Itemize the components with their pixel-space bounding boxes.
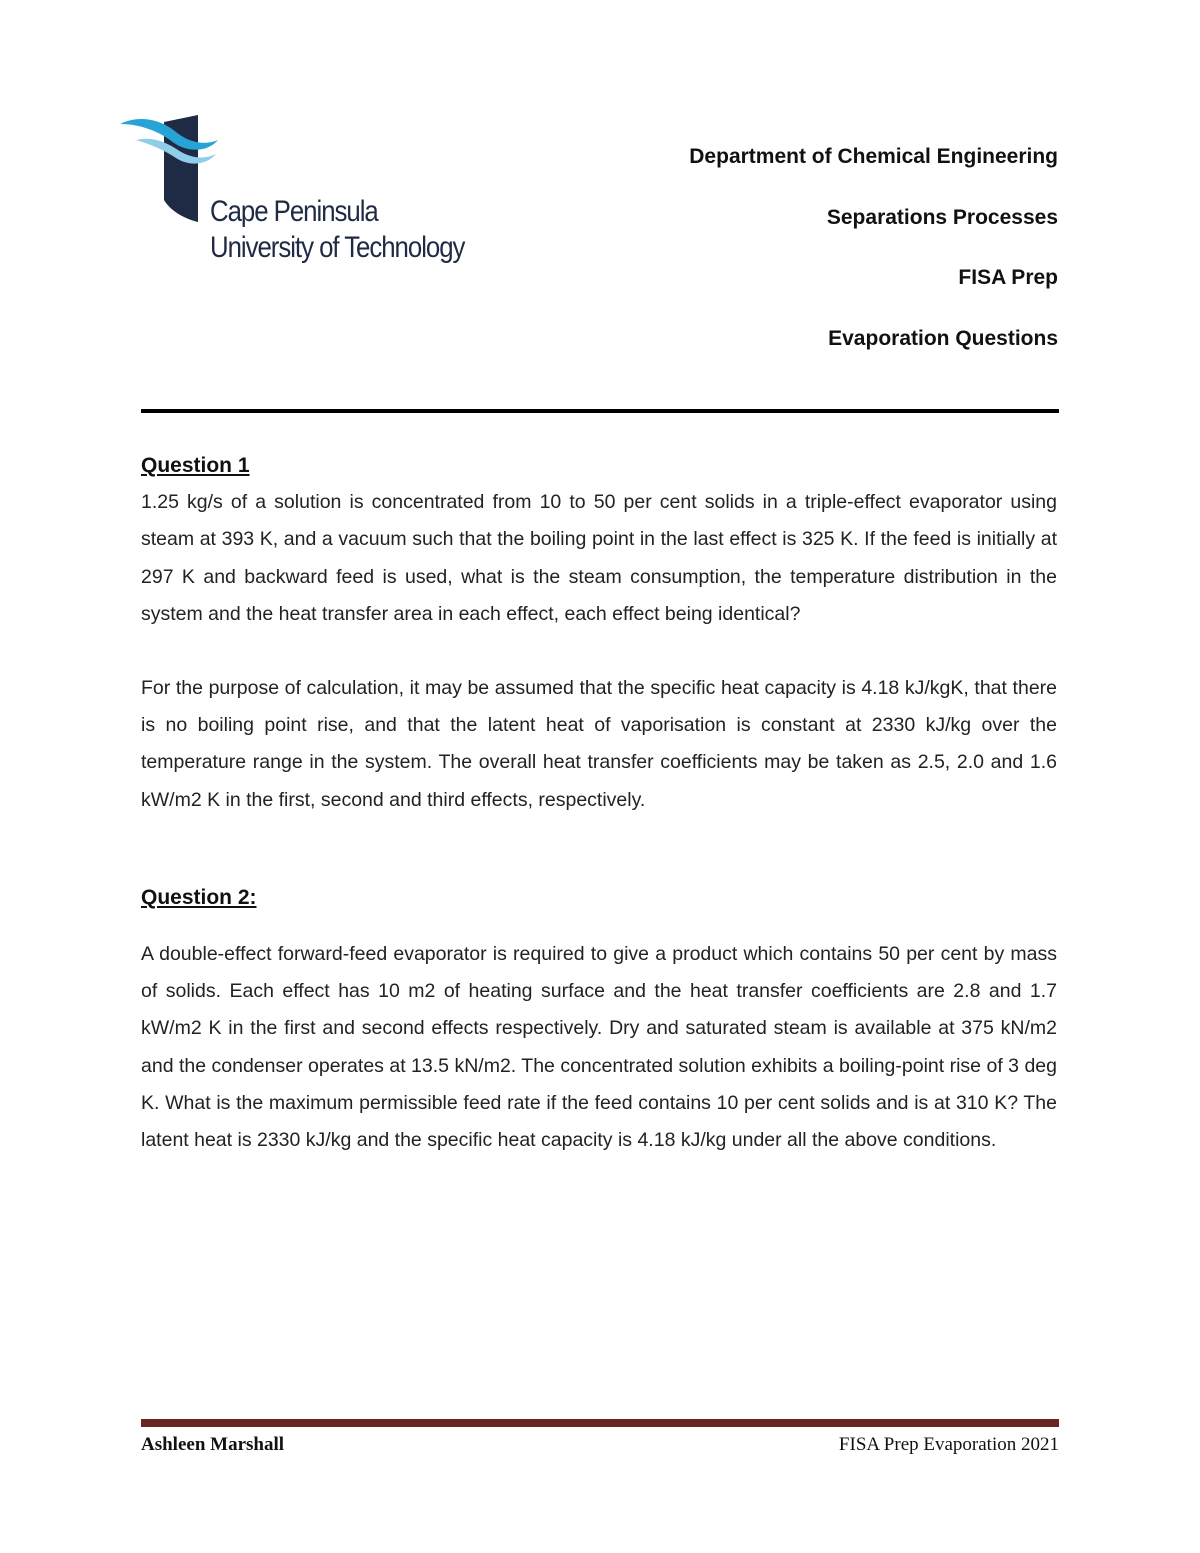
department-title: Department of Chemical Engineering: [689, 145, 1058, 168]
course-title: Separations Processes: [826, 205, 1058, 229]
logo-line-2: University of Technology: [210, 231, 465, 264]
footer-author: Ashleen Marshall: [141, 1434, 285, 1455]
question-1-paragraph-1: 1.25 kg/s of a solution is concentrated from 10 to 50 per cent solids in a triple-effect evaporator using steam at 393 K, and a vacuum such that the boiling point in the last effect is 325 K. If the feed is initially at 297 K and backward feed is used, what is the steam consumption, the temperature distribution in the system and the heat transfer area in each effect, each effect being identical?: [141, 491, 1057, 625]
topic-title: Evaporation Questions: [828, 326, 1058, 350]
assessment-title: FISA Prep: [958, 266, 1058, 289]
question-1: [141, 447, 1057, 819]
document-body: [141, 447, 1057, 1159]
question-2-title: Question 2:: [141, 885, 257, 909]
logo-line-1: Cape Peninsula: [210, 195, 378, 228]
logo-wordmark: [210, 194, 464, 266]
university-logo: [118, 110, 478, 270]
question-2: [141, 879, 1057, 1159]
question-2-paragraph-1: A double-effect forward-feed evaporator is required to give a product which contains 50 per cent by mass of solids. Each effect has 10 m2 of heating surface and the heat transfer coefficients are 2.8 and 1.7 kW/m2 K in the first and second effects respectively. Dry and saturated steam is available at 375 kN/m2 and the condenser operates at 13.5 kN/m2. The concentrated solution exhibits a boiling-point rise of 3 deg K. What is the maximum permissible feed rate if the feed contains 10 per cent solids and is at 310 K? The latent heat is 2330 kJ/kg and the specific heat capacity is 4.18 kJ/kg under all the above conditions.: [141, 943, 1057, 1152]
header-divider: [141, 409, 1059, 413]
footer-divider: [141, 1419, 1059, 1427]
footer-document-label: FISA Prep Evaporation 2021: [838, 1434, 1059, 1455]
document-header: [689, 142, 1058, 384]
question-1-paragraph-2: For the purpose of calculation, it may be assumed that the specific heat capacity is 4.18 kJ/kgK, that there is no boiling point rise, and that the latent heat of vaporisation is constant at 2330 kJ/kg over the temperature range in the system. The overall heat transfer coefficients may be taken as 2.5, 2.0 and 1.6 kW/m2 K in the first, second and third effects, respectively.: [141, 677, 1057, 811]
question-1-title: Question 1: [141, 454, 250, 477]
